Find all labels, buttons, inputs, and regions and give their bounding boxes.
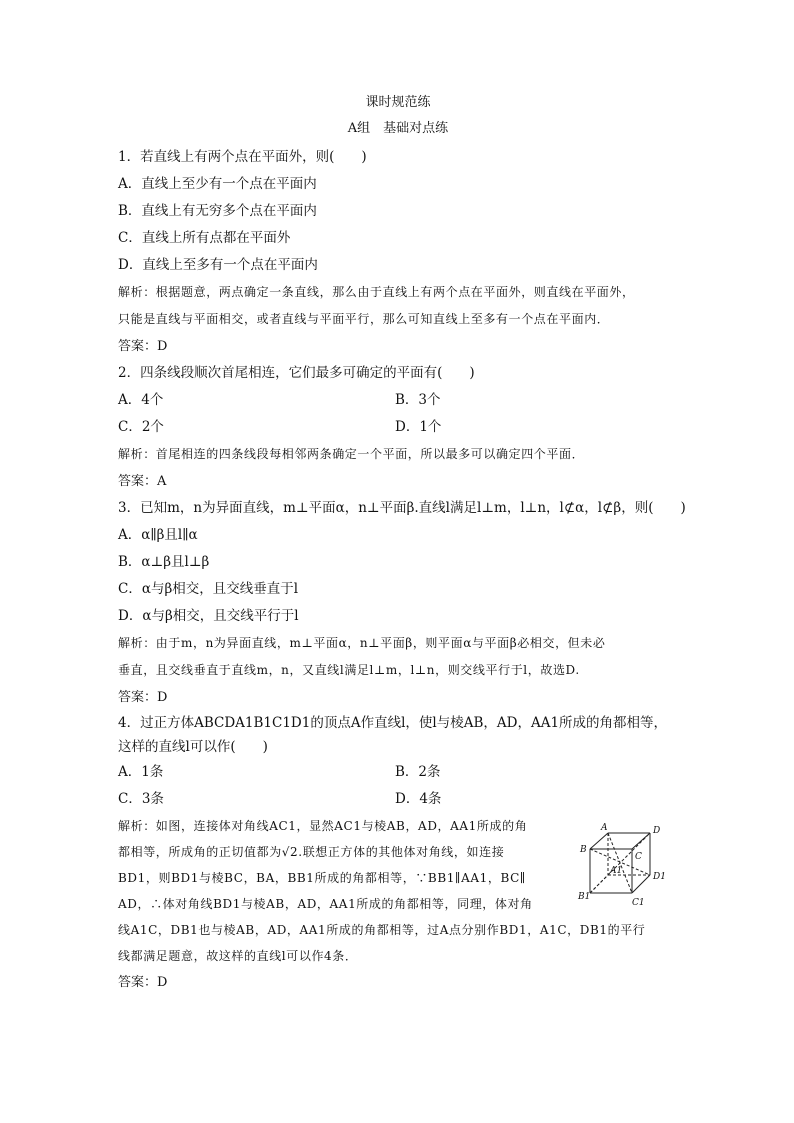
question-3-option-b: B．α⊥β且l⊥β: [118, 554, 210, 570]
question-2-stem: 2．四条线段顺次首尾相连，它们最多可确定的平面有( ): [118, 365, 475, 381]
page-title: 课时规范练: [365, 95, 431, 110]
question-1: [118, 144, 678, 360]
question-2-option-d: D．1个: [395, 419, 442, 435]
question-1-analysis-line-1: 解析：根据题意，两点确定一条直线，那么由于直线上有两个点在平面外，则直线在平面外，: [118, 285, 635, 299]
question-1-option-c: C．直线上所有点都在平面外: [118, 230, 291, 246]
cube-label-b: B: [580, 845, 587, 855]
cube-label-c1: C1: [632, 898, 645, 908]
cube-label-d1: D1: [653, 872, 666, 882]
question-2: [118, 360, 678, 495]
question-1-option-b: B．直线上有无穷多个点在平面内: [118, 203, 317, 219]
question-2-options-row-1: [118, 387, 678, 414]
question-3-option-c: C．α与β相交，且交线垂直于l: [118, 581, 299, 597]
question-4-analysis-line-6: 线都满足题意，故这样的直线l可以作4条．: [118, 949, 358, 963]
question-3: [118, 495, 686, 711]
question-3-analysis-line-2: 垂直，且交线垂直于直线m，n，又直线l满足l⊥m，l⊥n，则交线平行于l，故选D.: [118, 663, 580, 677]
question-4-analysis-line-2: 都相等，所成角的正切值都为√2.联想正方体的其他体对角线，如连接: [118, 845, 505, 859]
question-4: [118, 711, 678, 996]
question-2-options-row-2: [118, 414, 678, 441]
question-4-options-row-1: [118, 759, 678, 786]
question-4-option-a: A．1条: [118, 764, 164, 780]
cube-label-a1: A1: [610, 866, 623, 876]
question-2-analysis: 解析：首尾相连的四条线段每相邻两条确定一个平面，所以最多可以确定四个平面．: [118, 447, 585, 461]
question-1-answer: 答案：D: [118, 339, 168, 354]
question-4-stem: 4．过正方体ABCDA1B1C1D1的顶点A作直线l，使l与棱AB，AD，AA1所成的角都相等，这样的直线l可以作( ): [118, 715, 668, 755]
question-2-answer: 答案：A: [118, 474, 167, 489]
question-4-analysis: [118, 813, 678, 969]
cube-label-b1: B1: [578, 892, 591, 902]
document-page: [118, 94, 686, 996]
question-3-option-d: D．α与β相交，且交线平行于l: [118, 608, 299, 624]
cube-label-c: C: [635, 852, 642, 862]
question-4-analysis-line-3: BD1，则BD1与棱BC，BA，BB1所成的角都相等，∵BB1∥AA1，BC∥: [118, 871, 527, 885]
question-1-stem: 1．若直线上有两个点在平面外，则( ): [118, 149, 367, 165]
question-2-option-c: C．2个: [118, 419, 164, 435]
question-1-analysis-line-2: 只能是直线与平面相交，或者直线与平面平行，那么可知直线上至多有一个点在平面内．: [118, 312, 610, 326]
question-4-analysis-line-4: AD，∴体对角线BD1与棱AB，AD，AA1所成的角都相等，同理，体对角: [118, 897, 533, 911]
question-4-option-d: D．4条: [395, 791, 442, 807]
question-4-option-b: B．2条: [395, 764, 441, 780]
question-1-option-d: D．直线上至多有一个点在平面内: [118, 257, 318, 273]
question-4-option-c: C．3条: [118, 791, 164, 807]
section-subtitle: A组 基础对点练: [347, 121, 449, 136]
question-3-option-a: A．α∥β且l∥α: [118, 527, 198, 543]
question-4-analysis-line-1: 解析：如图，连接体对角线AC1，显然AC1与棱AB，AD，AA1所成的角: [118, 819, 528, 833]
question-3-analysis-line-1: 解析：由于m，n为异面直线，m⊥平面α，n⊥平面β，则平面α与平面β必相交，但未必: [118, 636, 606, 650]
cube-figure: [570, 819, 678, 917]
question-2-option-b: B．3个: [395, 392, 441, 408]
question-4-options-row-2: [118, 786, 678, 813]
cube-label-a: A: [601, 823, 608, 833]
cube-label-d: D: [653, 826, 661, 836]
question-2-option-a: A．4个: [118, 392, 164, 408]
question-4-answer: 答案：D: [118, 975, 168, 990]
question-3-answer: 答案：D: [118, 690, 168, 705]
question-3-stem: 3．已知m，n为异面直线，m⊥平面α，n⊥平面β.直线l满足l⊥m，l⊥n，l⊄α，l⊄β，则( ): [118, 500, 686, 516]
question-1-option-a: A．直线上至少有一个点在平面内: [118, 176, 317, 192]
question-4-analysis-line-5: 线A1C，DB1也与棱AB，AD，AA1所成的角都相等，过A点分别作BD1，A1C，DB1的平行: [118, 923, 646, 937]
